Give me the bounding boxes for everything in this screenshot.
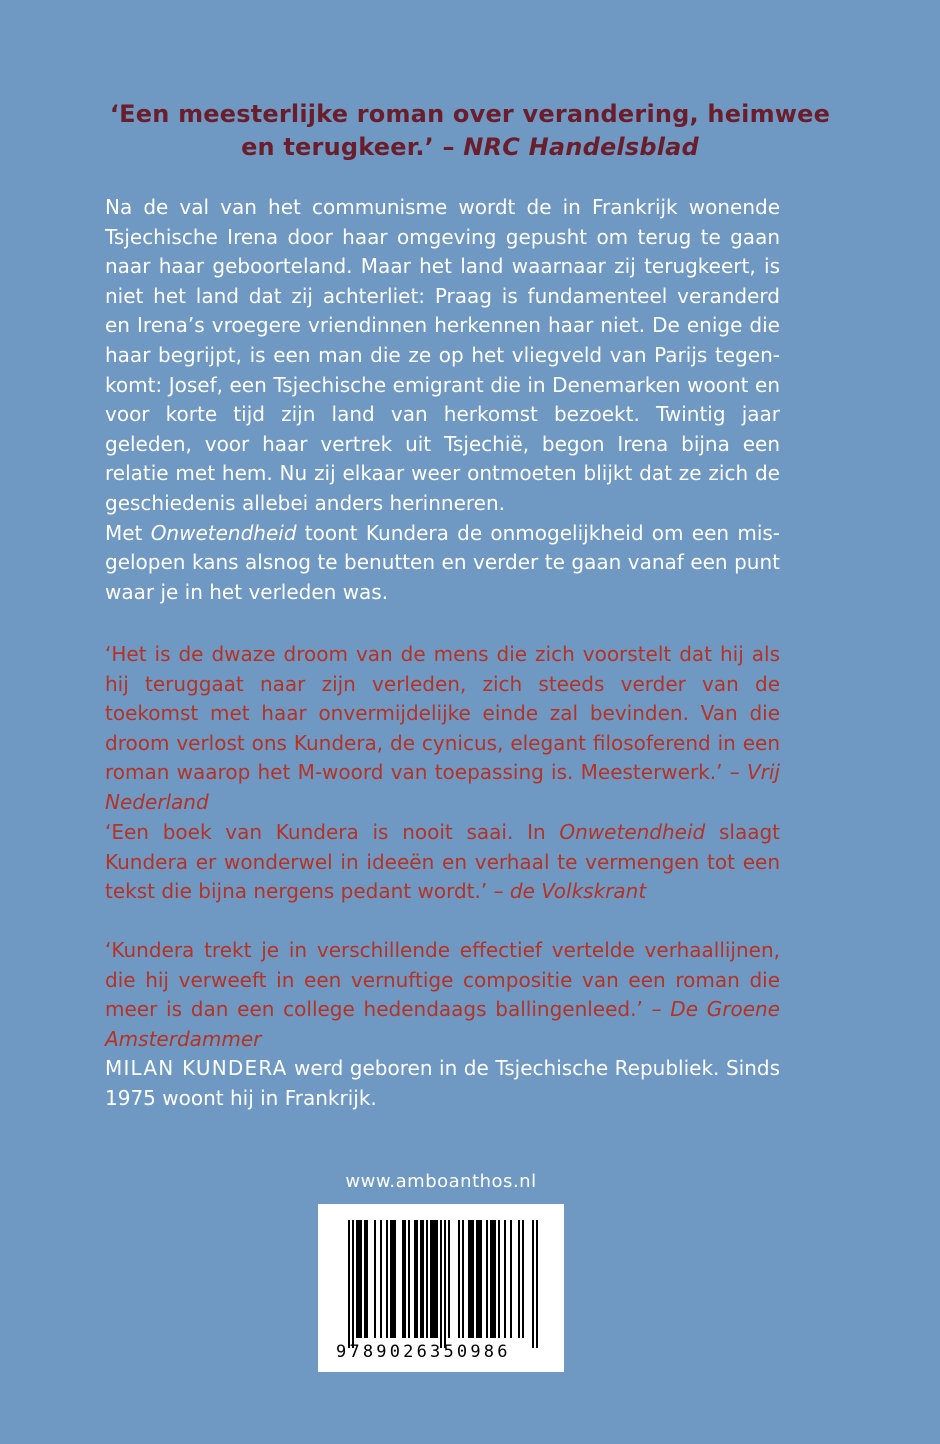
barcode-bar (432, 1220, 434, 1338)
barcode-bar (468, 1220, 470, 1338)
synopsis-book-title: Onwetendheid (150, 520, 297, 545)
barcode-bar (348, 1220, 350, 1348)
isbn-barcode (318, 1204, 564, 1372)
barcode-bar (366, 1220, 368, 1338)
barcode-bar (458, 1220, 460, 1338)
barcode-bar (356, 1220, 358, 1338)
author-bio (105, 1054, 780, 1113)
barcode-bar (402, 1220, 404, 1338)
barcode-bar (390, 1220, 392, 1338)
barcode-bar (480, 1220, 482, 1338)
barcode-bar (416, 1220, 418, 1338)
barcode-bar (436, 1220, 438, 1338)
barcode-bar (386, 1220, 388, 1338)
barcode-bar (490, 1220, 492, 1338)
barcode-bar (434, 1220, 436, 1338)
barcode-bar (408, 1220, 410, 1338)
review-3-text: ‘Kundera trekt je in verschillende effectief vertelde verhaallijnen, die hij verweeft in een vernuftige compositie van een roman die meer is dan een college hedendaags ballingenleed.’ – (105, 938, 780, 1022)
review-1-source: Vrij Nederland (105, 760, 780, 814)
review-3-source: De Groene Amsterdammer (105, 997, 780, 1051)
barcode-bar (440, 1220, 442, 1348)
barcode-bar (472, 1220, 474, 1338)
barcode-bar (522, 1220, 524, 1338)
barcode-bar (422, 1220, 424, 1338)
review-quote-1 (105, 640, 780, 818)
barcode-bar (486, 1220, 488, 1338)
barcode-bar (498, 1220, 500, 1338)
barcode-bar (444, 1220, 446, 1348)
barcode-bar (392, 1220, 394, 1338)
review-2-title: Onwetendheid (559, 820, 706, 844)
synopsis-p2-after: toont Kundera de onmogelijkheid om een mis-gelopen kans alsnog te benutten en verder te gaan vanaf een punt waar je in het verleden was. (105, 520, 781, 604)
barcode-bar (364, 1220, 366, 1338)
synopsis-p2-before: Met (105, 520, 151, 545)
barcode-bar (494, 1220, 496, 1338)
synopsis-paragraph-2 (105, 519, 780, 608)
author-name: MILAN KUNDERA (105, 1056, 288, 1080)
synopsis (105, 193, 780, 607)
review-2-source: de Volkskrant (509, 879, 647, 904)
barcode-bar (510, 1220, 512, 1338)
isbn-number: 9789026350986 (336, 1342, 511, 1362)
barcode-bar (536, 1220, 538, 1348)
publisher-website: www.amboanthos.nl (345, 1171, 537, 1192)
barcode-bar (430, 1220, 432, 1338)
barcode-bar (478, 1220, 480, 1338)
barcode-bar (394, 1220, 396, 1338)
barcode-bar (532, 1220, 534, 1348)
barcode-bar (414, 1220, 416, 1338)
barcode-bar (426, 1220, 428, 1338)
synopsis-paragraph-1: Na de val van het communisme wordt de in Frankrijk wonende Tsjechische Irena door haar omgeving gepusht om terug te gaan naar haar geboorteland. Maar het land waarnaar zij terugkeert, is niet het land dat zij achterliet: Praag is fundamenteel veranderd en Irena’s vroegere vriendinnen herkennen haar niet. De enige die haar begrijpt, is een man die ze op het vliegveld van Parijs tegen-komt: Josef, een Tsjechische emigrant die in Denemarken woont en voor korte tijd zijn land van herkomst bezoekt. Twintig jaar geleden, voor haar vertrek uit Tsjechië, begon Irena bijna een relatie met hem. Nu zij elkaar weer ontmoeten blijkt dat ze zich de geschiedenis allebei anders herinneren. (105, 195, 780, 515)
barcode-bar (380, 1220, 382, 1338)
headline-quote (105, 98, 835, 164)
headline-dash: – (433, 133, 464, 161)
barcode-bar (476, 1220, 478, 1338)
headline-source: NRC Handelsblad (463, 133, 699, 161)
barcode-bar (448, 1220, 450, 1338)
barcode-bar (518, 1220, 520, 1338)
barcode-bar (420, 1220, 422, 1338)
review-quote-3 (105, 936, 780, 1054)
barcode-bar (374, 1220, 376, 1338)
review-1-text: ‘Het is de dwaze droom van de mens die zich voorstelt dat hij als hij teruggaat naar zijn verleden, zich steeds verder van de toekomst met haar onvermijdelijke einde zal bevinden. Van die droom verlost ons Kundera, de cynicus, elegant filosoferend in een roman waarop het M-woord van toepassing is. Meesterwerk.’ – (105, 642, 780, 785)
review-2-before: ‘Een boek van Kundera is nooit saai. In (105, 820, 560, 844)
review-2-after: slaagt Kundera er wonderwel in ideeën en verhaal te vermengen tot een tekst die bijna nergens pedant wordt.’ – (105, 820, 781, 904)
barcode-bar (352, 1220, 354, 1348)
author-bio-text: werd geboren in de Tsjechische Republiek. Sinds 1975 woont hij in Frankrijk. (105, 1056, 780, 1110)
barcode-bar (358, 1220, 360, 1338)
review-quote-2 (105, 818, 780, 907)
barcode-bar (404, 1220, 406, 1338)
barcode-bar (470, 1220, 472, 1338)
barcode-bar (504, 1220, 506, 1338)
barcode-bar (492, 1220, 494, 1338)
barcode-bar (360, 1220, 362, 1338)
headline-quote-text: ‘Een meesterlijke roman over verandering, heimwee en terugkeer.’ (109, 100, 831, 161)
barcode-bar (462, 1220, 464, 1338)
